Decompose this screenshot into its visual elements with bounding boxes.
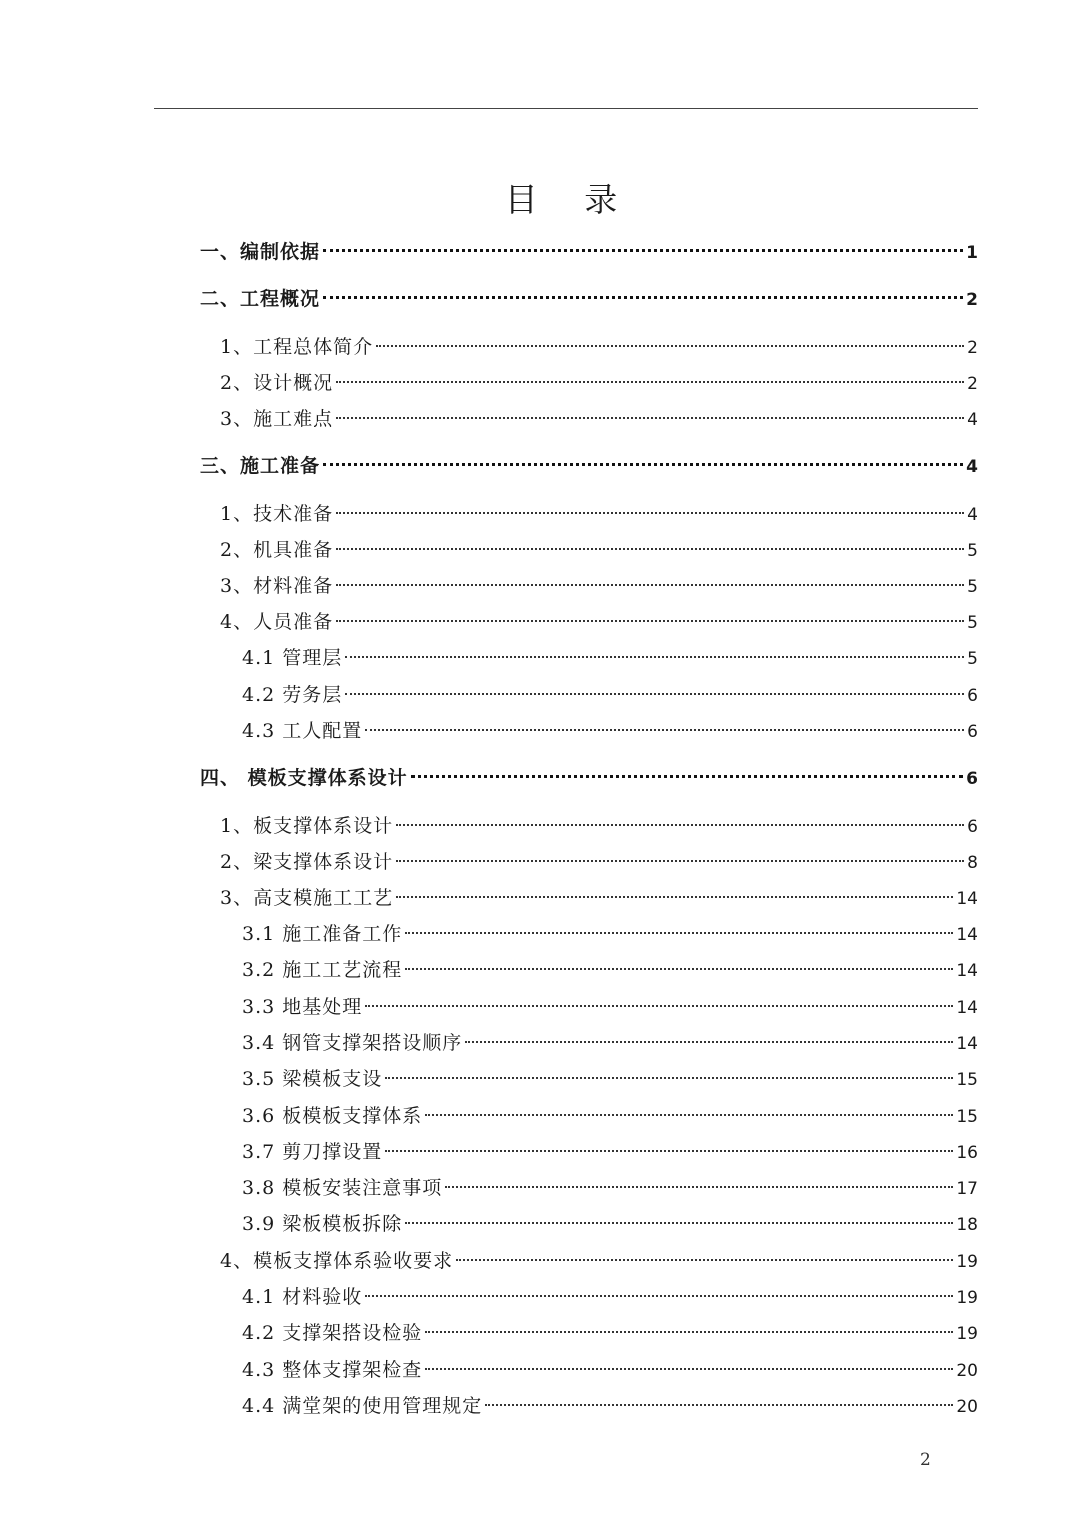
toc-entry[interactable] [242, 680, 978, 710]
toc-entry-page: 19 [956, 1252, 978, 1272]
toc-entry-label: 3.1 施工准备工作 [242, 923, 403, 945]
toc-entry-label: 3.6 板模板支撑体系 [242, 1105, 423, 1127]
toc-entry[interactable] [242, 955, 978, 985]
toc-entry-page: 6 [966, 769, 978, 789]
toc-entry[interactable] [242, 1391, 978, 1421]
toc-entry[interactable] [220, 847, 978, 877]
toc-entry[interactable] [242, 1101, 978, 1131]
toc-entry-page: 18 [956, 1215, 978, 1235]
toc-entry-page: 15 [956, 1070, 978, 1090]
toc-entry-label: 一、编制依据 [200, 241, 321, 263]
toc-dot-leader [405, 1222, 953, 1224]
toc-entry-page: 15 [956, 1107, 978, 1127]
toc-entry[interactable] [200, 284, 978, 314]
toc-entry-page: 19 [956, 1288, 978, 1308]
toc-entry[interactable] [220, 607, 978, 637]
toc-entry[interactable] [242, 992, 978, 1022]
toc-entry-page: 14 [956, 961, 978, 981]
toc-entry[interactable] [200, 451, 978, 481]
toc-entry-label: 4.3 工人配置 [242, 720, 363, 742]
toc-dot-leader [336, 417, 964, 419]
toc-entry-page: 5 [967, 613, 978, 633]
toc-entry-page: 4 [966, 457, 978, 477]
toc-dot-leader [405, 932, 953, 934]
toc-dot-leader [345, 693, 964, 695]
toc-entry-page: 6 [967, 686, 978, 706]
toc-dot-leader [365, 729, 964, 731]
toc-entry-page: 5 [967, 541, 978, 561]
toc-dot-leader [336, 548, 964, 550]
toc-entry[interactable] [242, 643, 978, 673]
toc-dot-leader [425, 1331, 953, 1333]
toc-entry-label: 3.7 剪刀撑设置 [242, 1141, 383, 1163]
toc-entry[interactable] [200, 237, 978, 267]
toc-dot-leader [365, 1295, 953, 1297]
toc-entry[interactable] [220, 535, 978, 565]
toc-entry-page: 17 [956, 1179, 978, 1199]
toc-entry-page: 6 [967, 722, 978, 742]
toc-entry[interactable] [242, 1137, 978, 1167]
toc-dot-leader [365, 1005, 953, 1007]
toc-entry-label: 4、人员准备 [220, 611, 334, 633]
toc-dot-leader [405, 968, 953, 970]
toc-dot-leader [336, 512, 964, 514]
toc-entry[interactable] [220, 883, 978, 913]
toc-entry-label: 1、板支撑体系设计 [220, 815, 394, 837]
toc-entry[interactable] [220, 368, 978, 398]
toc-dot-leader [396, 896, 953, 898]
toc-entry-label: 4.2 支撑架搭设检验 [242, 1322, 423, 1344]
toc-entry[interactable] [220, 404, 978, 434]
toc-entry-label: 4、模板支撑体系验收要求 [220, 1250, 454, 1272]
toc-title: 目 录 [504, 180, 636, 219]
toc-dot-leader [425, 1114, 953, 1116]
toc-entry[interactable] [242, 1282, 978, 1312]
toc-entry-label: 2、梁支撑体系设计 [220, 851, 394, 873]
toc-entry-page: 4 [967, 505, 978, 525]
toc-dot-leader [345, 656, 964, 658]
toc-dot-leader [445, 1186, 953, 1188]
toc-dot-leader [456, 1259, 953, 1261]
toc-entry-label: 3.5 梁模板支设 [242, 1068, 383, 1090]
toc-entry-label: 2、设计概况 [220, 372, 334, 394]
toc-entry-page: 16 [956, 1143, 978, 1163]
toc-entry-page: 2 [966, 290, 978, 310]
toc-entry-label: 3.8 模板安装注意事项 [242, 1177, 443, 1199]
toc-entry-label: 4.2 劳务层 [242, 684, 343, 706]
toc-entry[interactable] [242, 1173, 978, 1203]
toc-dot-leader [323, 296, 963, 299]
toc-entry-label: 3.2 施工工艺流程 [242, 959, 403, 981]
toc-entry-label: 四、 模板支撑体系设计 [200, 767, 408, 789]
toc-dot-leader [336, 620, 964, 622]
toc-entry[interactable] [220, 332, 978, 362]
toc-entry[interactable] [242, 716, 978, 746]
page-number: 2 [920, 1450, 931, 1470]
toc-entry[interactable] [242, 1318, 978, 1348]
toc-dot-leader [425, 1368, 953, 1370]
toc-entry[interactable] [242, 1064, 978, 1094]
toc-entry-label: 三、施工准备 [200, 455, 321, 477]
toc-entry-page: 2 [967, 338, 978, 358]
toc-entry-page: 6 [967, 817, 978, 837]
toc-entry-label: 3.3 地基处理 [242, 996, 363, 1018]
toc-entry-label: 1、工程总体简介 [220, 336, 374, 358]
toc-entry-page: 20 [956, 1361, 978, 1381]
toc-entry-page: 14 [956, 998, 978, 1018]
toc-dot-leader [323, 463, 963, 466]
toc-entry-label: 2、机具准备 [220, 539, 334, 561]
toc-dot-leader [411, 775, 964, 778]
toc-entry-label: 3、材料准备 [220, 575, 334, 597]
toc-entry[interactable] [220, 1246, 978, 1276]
toc-entry-page: 14 [956, 925, 978, 945]
toc-dot-leader [396, 824, 964, 826]
toc-entry-label: 4.1 管理层 [242, 647, 343, 669]
toc-entry-page: 19 [956, 1324, 978, 1344]
toc-dot-leader [485, 1404, 953, 1406]
toc-entry[interactable] [220, 811, 978, 841]
toc-dot-leader [323, 249, 963, 252]
toc-entry[interactable] [242, 1209, 978, 1239]
toc-entry[interactable] [220, 499, 978, 529]
toc-entry-label: 3.4 钢管支撑架搭设顺序 [242, 1032, 463, 1054]
toc-entry-page: 5 [967, 577, 978, 597]
toc-entry[interactable] [220, 571, 978, 601]
toc-entry-page: 2 [967, 374, 978, 394]
toc-entry-label: 4.3 整体支撑架检查 [242, 1359, 423, 1381]
toc-entry-page: 20 [956, 1397, 978, 1417]
toc-entry[interactable] [200, 763, 978, 793]
toc-entry-page: 5 [967, 649, 978, 669]
toc-entry-page: 1 [966, 243, 978, 263]
toc-entry[interactable] [242, 919, 978, 949]
toc-entry-page: 14 [956, 889, 978, 909]
toc-entry-label: 3、施工难点 [220, 408, 334, 430]
toc-entry[interactable] [242, 1028, 978, 1058]
toc-dot-leader [336, 584, 964, 586]
toc-entry-label: 4.4 满堂架的使用管理规定 [242, 1395, 483, 1417]
toc-entry-page: 8 [967, 853, 978, 873]
toc-dot-leader [465, 1041, 953, 1043]
toc-dot-leader [385, 1150, 953, 1152]
toc-dot-leader [376, 345, 964, 347]
toc-entry-label: 3.9 梁板模板拆除 [242, 1213, 403, 1235]
toc-entry-label: 4.1 材料验收 [242, 1286, 363, 1308]
toc-entry-label: 3、高支模施工工艺 [220, 887, 394, 909]
toc-dot-leader [396, 860, 964, 862]
toc-entry-page: 14 [956, 1034, 978, 1054]
toc-entry-page: 4 [967, 410, 978, 430]
toc-entry[interactable] [242, 1355, 978, 1385]
toc-entry-label: 1、技术准备 [220, 503, 334, 525]
toc-dot-leader [385, 1077, 953, 1079]
toc-dot-leader [336, 381, 964, 383]
toc-entry-label: 二、工程概况 [200, 288, 321, 310]
